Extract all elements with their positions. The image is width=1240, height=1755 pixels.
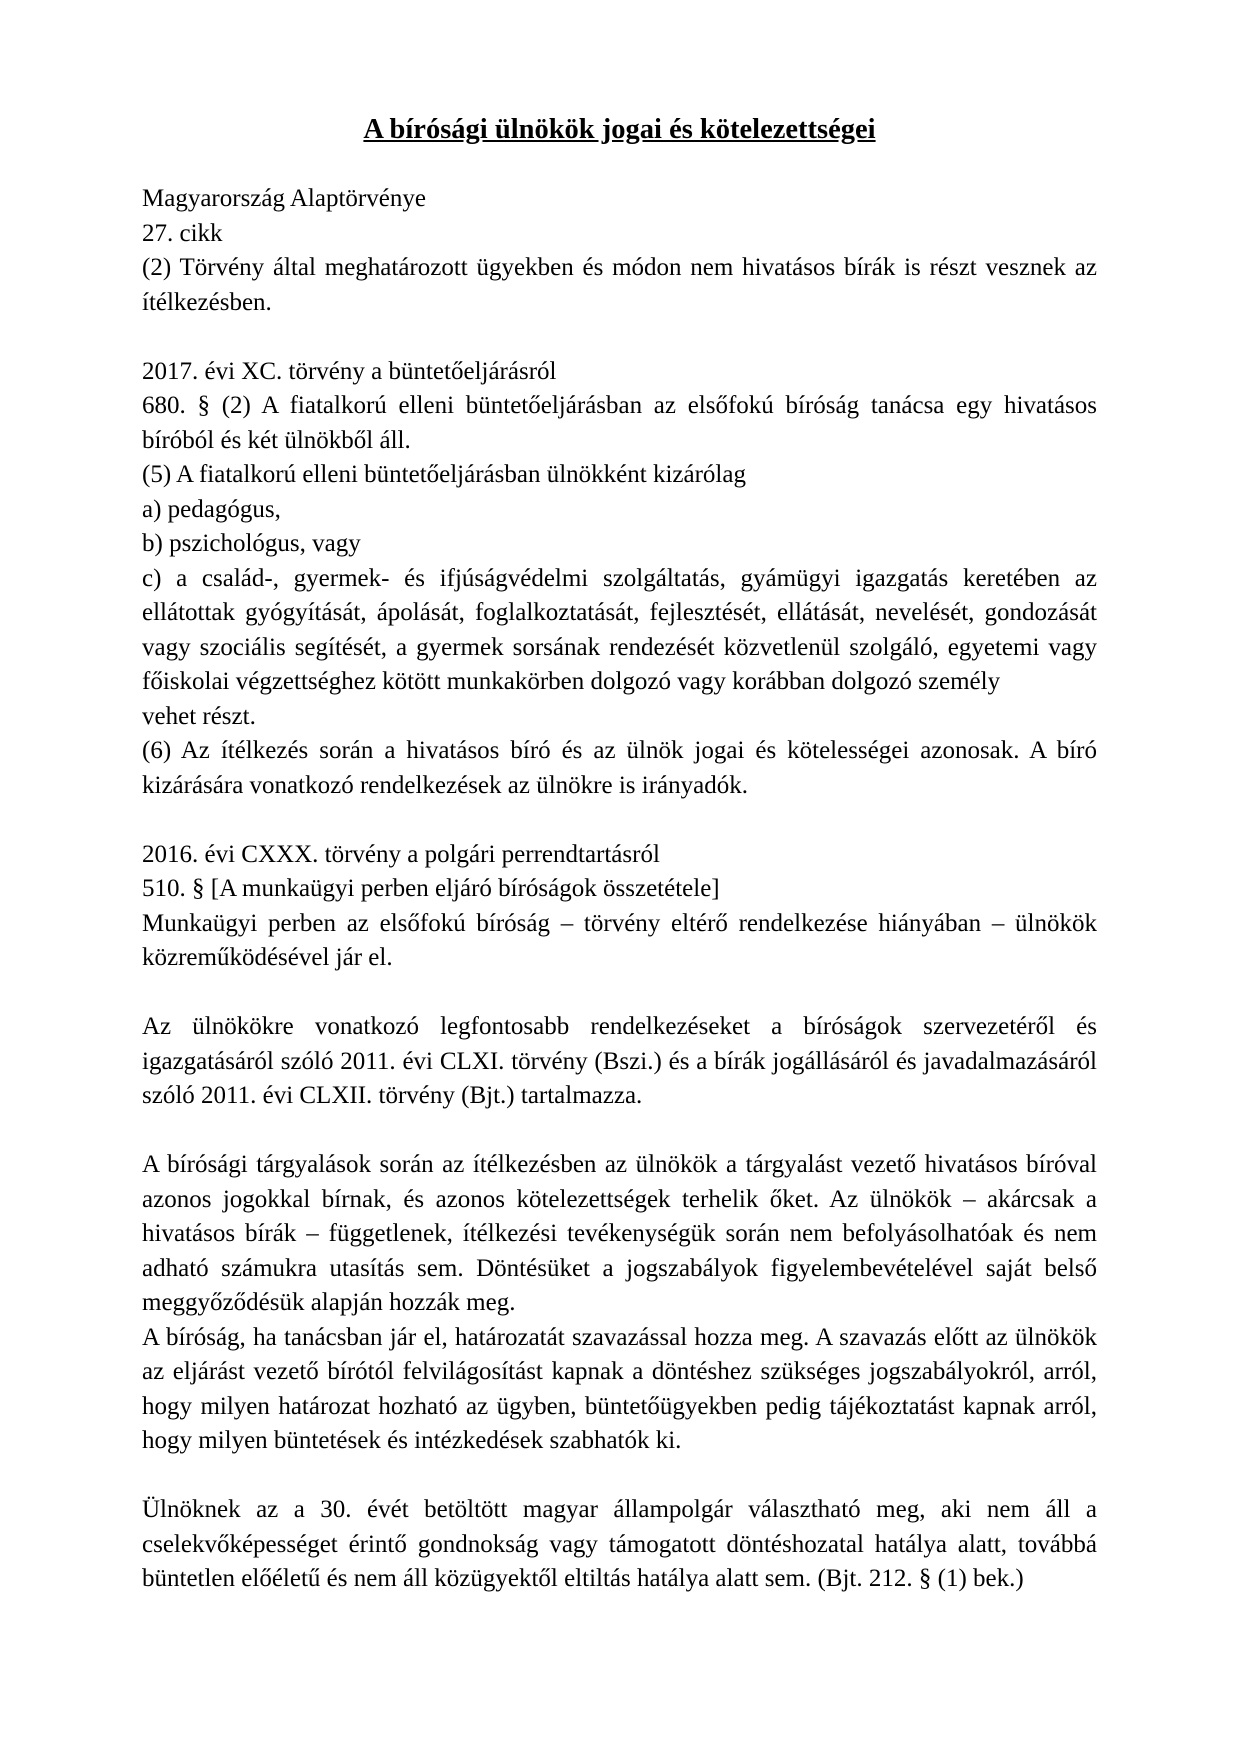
section-criminal-procedure	[142, 355, 1097, 804]
paragraph: Az ülnökökre vonatkozó legfontosabb rendelkezéseket a bíróságok szervezetéről és igazgatásáról szóló 2011. évi CLXI. törvény (Bszi.) és a bírák jogállásáról és javadalmazásáról szóló 2011. évi CLXII. törvény (Bjt.) tartalmazza.	[142, 1013, 1097, 1109]
paragraph: b) pszichológus, vagy	[142, 530, 361, 557]
paragraph: a) pedagógus,	[142, 495, 281, 523]
section-statutes-reference	[142, 1010, 1097, 1114]
paragraph: 2017. évi XC. törvény a büntetőeljárásról	[142, 357, 557, 385]
paragraph: A bírósági tárgyalások során az ítélkezésben az ülnökök a tárgyalást vezető hivatásos bíróval azonos jogokkal bírnak, és azonos kötelezettségek terhelik őket. Az ülnökök – akárcsak a hivatásos bírák – függetlenek, ítélkezési tevékenységük során nem befolyásolhatóak és nem adható számukra utasítás sem. Döntésüket a jogszabályok figyelembevételével saját belső meggyőződésük alapján hozzák meg.	[142, 1151, 1097, 1316]
paragraph: (5) A fiatalkorú elleni büntetőeljárásban ülnökként kizárólag	[142, 461, 746, 488]
paragraph: 510. § [A munkaügyi perben eljáró bíróságok összetétele]	[142, 875, 720, 902]
paragraph: A bíróság, ha tanácsban jár el, határozatát szavazással hozza meg. A szavazás előtt az ülnökök az eljárást vezető bírótól felvilágosítást kapnak a döntéshez szükséges jogszabályokról, arról, hogy milyen határozat hozható az ügyben, büntetőügyekben pedig tájékoztatást kapnak arról, hogy milyen büntetések és intézkedések szabhatók ki.	[142, 1323, 1097, 1454]
paragraph: (6) Az ítélkezés során a hivatásos bíró és az ülnök jogai és kötelességei azonosak. A bíró kizárására vonatkozó rendelkezések az ülnökre is irányadók.	[142, 737, 1097, 799]
paragraph: vehet részt.	[142, 702, 256, 730]
paragraph: 2016. évi CXXX. törvény a polgári perrendtartásról	[142, 840, 660, 868]
section-constitution	[142, 182, 1097, 320]
section-eligibility	[142, 1493, 1097, 1597]
document-content	[142, 0, 1097, 1597]
paragraph: 680. § (2) A fiatalkorú elleni büntetőeljárásban az elsőfokú bíróság tanácsa egy hivatásos bíróból és két ülnökből áll.	[142, 392, 1097, 454]
paragraph: c) a család-, gyermek- és ifjúságvédelmi szolgáltatás, gyámügyi igazgatás keretében az ellátottak gyógyítását, ápolását, foglalkoztatását, fejlesztését, ellátását, nevelését, gondozását vagy szociális segítését, a gyermek sorsának rendezését közvetlenül szolgáló, egyetemi vagy főiskolai végzettséghez kötött munkakörben dolgozó vagy korábban dolgozó személy	[142, 564, 1097, 695]
section-civil-procedure	[142, 838, 1097, 976]
paragraph: 27. cikk	[142, 219, 223, 247]
paragraph: Munkaügyi perben az elsőfokú bíróság – törvény eltérő rendelkezése hiányában – ülnökök közreműködésével jár el.	[142, 909, 1097, 971]
document-title: A bírósági ülnökök jogai és kötelezettségei	[363, 114, 876, 145]
paragraph: Ülnöknek az a 30. évét betöltött magyar állampolgár választható meg, aki nem áll a cselekvőképességet érintő gondnokság vagy támogatott döntéshozatal hatálya alatt, továbbá büntetlen előéletű és nem áll közügyektől eltiltás hatálya alatt sem. (Bjt. 212. § (1) bek.)	[142, 1496, 1097, 1592]
section-lay-judge-role	[142, 1148, 1097, 1459]
paragraph: Magyarország Alaptörvénye	[142, 185, 426, 212]
paragraph: (2) Törvény által meghatározott ügyekben és módon nem hivatásos bírák is részt vesznek az ítélkezésben.	[142, 254, 1097, 316]
